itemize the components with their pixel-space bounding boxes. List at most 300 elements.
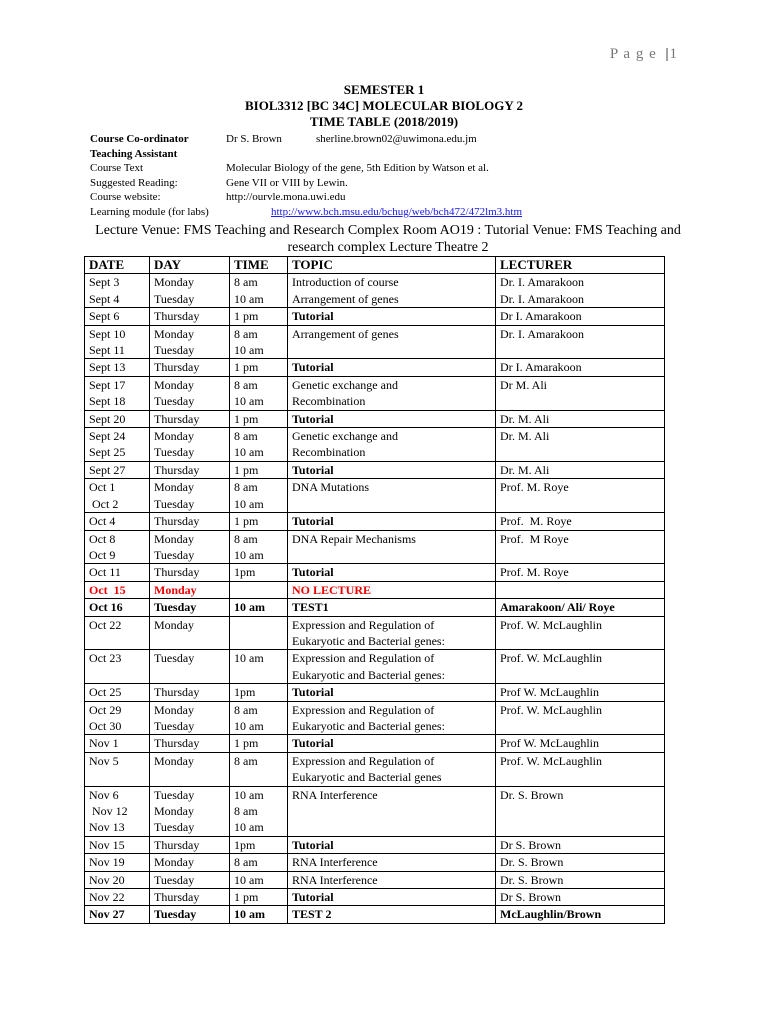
cell-line: Tuesday [154,600,197,615]
table-row [85,308,665,325]
cell-line: 10 am [234,872,264,887]
cell-line: 10 am [234,547,264,562]
cell-line: Dr. M. Ali [500,429,550,444]
cell-line: Oct 23 [89,651,122,666]
cell-date [85,752,150,786]
cell-line: Sept 20 [89,411,126,426]
cell-line: Prof. M. Roye [500,480,569,495]
cell-time [230,752,288,786]
cell-line: Amarakoon/ Ali/ Roye [500,600,615,615]
cell-day [150,786,230,836]
cell-topic [288,359,496,376]
cell-line: Eukaryotic and Bacterial genes: [292,633,445,648]
cell-line: Oct 9 [89,547,116,562]
cell-time [230,461,288,478]
cell-line: Nov 27 [89,907,125,922]
cell-line: Monday [154,429,194,444]
cell-line: Tuesday [154,907,197,922]
cell-date [85,684,150,701]
table-row [85,701,665,735]
cell-line: Monday [154,855,194,870]
cell-line: 8 am [234,753,258,768]
cell-time [230,854,288,871]
website-label: Course website: [90,191,161,203]
cell-time [230,616,288,650]
cell-lecturer [496,513,665,530]
cell-day [150,684,230,701]
cell-line: Monday [154,702,194,717]
coordinator-name: Dr S. Brown [226,133,282,145]
timetable [84,256,665,924]
cell-time [230,325,288,359]
cell-line: 10 am [234,651,264,666]
cell-topic [288,308,496,325]
cell-topic [288,701,496,735]
cell-time [230,786,288,836]
cell-topic [288,599,496,616]
cell-line: Monday [154,326,194,341]
cell-lecturer [496,701,665,735]
cell-line: 1 pm [234,309,259,324]
cell-line: Oct 4 [89,514,116,529]
cell-topic [288,530,496,564]
cell-line: Tuesday [154,394,195,409]
cell-line: Tutorial [292,360,334,375]
cell-line: DNA Repair Mechanisms [292,531,416,546]
cell-topic [288,479,496,513]
cell-day [150,479,230,513]
table-row [85,530,665,564]
cell-topic [288,410,496,427]
cell-date [85,479,150,513]
course-text-value: Molecular Biology of the gene, 5th Edition by Watson et al. [226,162,489,174]
cell-lecturer [496,325,665,359]
cell-line: Dr. S. Brown [500,872,564,887]
cell-date [85,906,150,923]
cell-lecturer [496,836,665,853]
cell-day [150,735,230,752]
page-number-value: 1 [669,46,678,62]
cell-line: 10 am [234,907,265,922]
cell-lecturer [496,854,665,871]
cell-line [234,617,283,633]
cell-line [234,582,283,598]
cell-line: Prof. M. Roye [500,514,572,529]
cell-time [230,513,288,530]
cell-line: Tuesday [154,872,195,887]
cell-topic [288,854,496,871]
course-text-label: Course Text [90,162,144,174]
cell-line: Thursday [154,565,200,580]
cell-lecturer [496,274,665,308]
cell-lecturer [496,530,665,564]
cell-line: Tuesday [154,651,195,666]
cell-line: DNA Mutations [292,480,370,495]
cell-line: Sept 13 [89,360,126,375]
cell-topic [288,461,496,478]
cell-line: Tuesday [154,496,195,511]
cell-lecturer [496,359,665,376]
cell-date [85,530,150,564]
cell-line: 10 am [234,291,264,306]
cell-line: Arrangement of genes [292,326,399,341]
cell-line: 10 am [234,445,264,460]
cell-line: Oct 16 [89,600,123,615]
cell-line: RNA Interference [292,855,378,870]
cell-line: 1 pm [234,890,259,905]
cell-date [85,564,150,581]
cell-line: Eukaryotic and Bacterial genes: [292,667,445,682]
cell-line: Dr. I. Amarakoon [500,275,584,290]
cell-line: 1pm [234,685,256,700]
cell-topic [288,428,496,462]
cell-line: Dr. I. Amarakoon [500,291,584,306]
cell-line: Tuesday [154,445,195,460]
cell-day [150,616,230,650]
cell-day [150,461,230,478]
cell-line: Tutorial [292,565,334,580]
cell-line: Sept 11 [89,343,125,358]
cell-line: Sept 18 [89,394,126,409]
cell-date [85,581,150,598]
col-header-time: TIME [230,257,288,274]
cell-line: 10 am [234,343,264,358]
cell-lecturer [496,461,665,478]
cell-line: 1 pm [234,514,259,529]
cell-line: Dr M. Ali [500,377,548,392]
cell-lecturer [496,376,665,410]
cell-line: Monday [154,275,194,290]
cell-line: 8 am [234,326,258,341]
cell-line: Oct 22 [89,617,122,632]
cell-line: Monday [154,582,197,597]
cell-date [85,461,150,478]
col-header-topic: TOPIC [288,257,496,274]
cell-line: 1 pm [234,411,259,426]
cell-line: Prof W. McLaughlin [500,736,599,751]
cell-topic [288,684,496,701]
table-row [85,274,665,308]
course-title: BIOL3312 [BC 34C] MOLECULAR BIOLOGY 2 [245,98,523,113]
cell-line: Nov 20 [89,872,125,887]
cell-line: Monday [154,617,194,632]
cell-line: Oct 11 [89,565,121,580]
cell-line: Expression and Regulation of [292,702,435,717]
cell-line: Recombination [292,445,366,460]
cell-line: 1 pm [234,462,259,477]
cell-line: Tuesday [154,820,195,835]
cell-time [230,906,288,923]
cell-line: Tutorial [292,890,334,905]
cell-topic [288,906,496,923]
cell-line: RNA Interference [292,872,378,887]
cell-line: 8 am [234,702,258,717]
cell-line: 10 am [234,787,264,802]
table-row [85,513,665,530]
cell-topic [288,786,496,836]
website-link[interactable]: http://ourvle.mona.uwi.edu [226,191,346,203]
cell-line: 8 am [234,377,258,392]
cell-topic [288,616,496,650]
cell-line: 8 am [234,531,258,546]
cell-time [230,564,288,581]
cell-line: Dr. I. Amarakoon [500,326,584,341]
cell-line: Tuesday [154,291,195,306]
page-label: P a g e [609,46,657,62]
cell-day [150,410,230,427]
cell-topic [288,836,496,853]
table-row [85,376,665,410]
cell-line: Genetic exchange and [292,429,398,444]
cell-time [230,599,288,616]
cell-time [230,308,288,325]
cell-line: Sept 17 [89,377,126,392]
table-row [85,461,665,478]
ta-label: Teaching Assistant [90,147,178,160]
cell-line: 10 am [234,718,264,733]
cell-line: Thursday [154,360,200,375]
table-row [85,410,665,427]
cell-topic [288,274,496,308]
cell-lecturer [496,871,665,888]
cell-date [85,836,150,853]
cell-line: 8 am [234,480,258,495]
cell-date [85,616,150,650]
cell-date [85,359,150,376]
cell-lecturer [496,616,665,650]
cell-day [150,650,230,684]
cell-line: Sept 3 [89,275,120,290]
cell-day [150,752,230,786]
cell-day [150,889,230,906]
cell-topic [288,564,496,581]
cell-line: Sept 4 [89,291,120,306]
table-row [85,836,665,853]
cell-line: Thursday [154,411,200,426]
cell-line: NO LECTURE [292,582,372,597]
cell-day [150,428,230,462]
cell-line: 1pm [234,565,256,580]
cell-day [150,564,230,581]
cell-lecturer [496,889,665,906]
cell-line: Tutorial [292,736,334,751]
table-row [85,616,665,650]
cell-time [230,701,288,735]
lab-label: Learning module (for labs) [90,205,209,218]
table-row [85,735,665,752]
cell-line: McLaughlin/Brown [500,907,602,922]
cell-line: Dr. M. Ali [500,462,550,477]
cell-line: Tutorial [292,685,334,700]
cell-line: Nov 13 [89,820,125,835]
cell-line: Eukaryotic and Bacterial genes [292,770,442,785]
table-row [85,599,665,616]
cell-lecturer [496,684,665,701]
cell-line: 8 am [234,804,258,818]
cell-line: Sept 24 [89,429,126,444]
table-row [85,906,665,923]
coordinator-email: sherline.brown02@uwimona.edu.jm [316,133,477,145]
cell-line: TEST1 [292,600,329,615]
cell-day [150,325,230,359]
reading-value: Gene VII or VIII by Lewin. [226,176,348,189]
cell-line: 1 pm [234,360,259,375]
col-header-day: DAY [150,257,230,274]
document-title-block [0,82,768,130]
cell-line: Tutorial [292,309,334,324]
cell-date [85,786,150,836]
cell-time [230,581,288,598]
cell-line: Thursday [154,462,200,477]
cell-line: Expression and Regulation of [292,753,435,768]
cell-line: Nov 19 [89,855,125,870]
cell-line: Thursday [154,736,200,751]
cell-date [85,325,150,359]
cell-day [150,376,230,410]
cell-date [85,599,150,616]
table-row [85,325,665,359]
cell-line: Thursday [154,837,200,852]
cell-line: Tuesday [154,547,195,562]
venue-text: Lecture Venue: FMS Teaching and Research Complex Room AO19 : Tutorial Venue: FMS Teaching and research complex Lecture Theatre 2 [95,223,681,255]
cell-day [150,359,230,376]
cell-date [85,513,150,530]
cell-line: Monday [154,480,194,495]
cell-line: Prof. W. McLaughlin [500,753,602,768]
cell-time [230,650,288,684]
cell-line: 10 am [234,496,264,511]
cell-date [85,274,150,308]
cell-date [85,854,150,871]
cell-day [150,854,230,871]
cell-lecturer [496,564,665,581]
cell-line: Nov 22 [89,890,125,905]
cell-line: Dr. S. Brown [500,787,564,802]
cell-line: Tutorial [292,837,334,852]
cell-lecturer [496,599,665,616]
cell-line: Thursday [154,514,200,529]
table-row [85,564,665,581]
cell-line: Tuesday [154,787,195,802]
cell-line: Tutorial [292,462,334,477]
cell-line: 10 am [234,394,264,409]
cell-date [85,428,150,462]
cell-line: Dr. S. Brown [500,855,564,870]
semester-title: SEMESTER 1 [343,82,425,97]
cell-time [230,376,288,410]
cell-lecturer [496,308,665,325]
cell-line: Sept 25 [89,445,126,460]
cell-time [230,359,288,376]
cell-line: Oct 8 [89,531,116,546]
cell-topic [288,325,496,359]
cell-line: Tuesday [154,343,195,358]
cell-day [150,871,230,888]
cell-day [150,308,230,325]
table-row [85,650,665,684]
cell-line: Prof. M. Roye [500,565,569,580]
page-number: P a g e |1 [609,46,678,62]
cell-line: Tutorial [292,411,334,426]
table-row [85,684,665,701]
cell-line: Recombination [292,394,366,409]
cell-date [85,376,150,410]
cell-day [150,906,230,923]
cell-date [85,650,150,684]
coordinator-label: Course Co-ordinator [90,133,189,145]
cell-time [230,735,288,752]
cell-line: RNA Interference [292,787,378,802]
cell-lecturer [496,650,665,684]
timetable-title: TIME TABLE (2018/2019) [309,114,459,129]
cell-line: Oct 25 [89,685,122,700]
table-row [85,359,665,376]
cell-topic [288,889,496,906]
cell-day [150,274,230,308]
cell-time [230,684,288,701]
cell-line: Monday [154,804,194,818]
cell-line: Dr. M. Ali [500,411,550,426]
reading-label: Suggested Reading: [90,176,178,189]
cell-line: Oct 15 [89,582,126,597]
cell-day [150,530,230,564]
cell-time [230,410,288,427]
cell-line: 8 am [234,855,258,870]
cell-line: Thursday [154,309,200,324]
cell-day [150,599,230,616]
cell-line: Dr I. Amarakoon [500,309,582,324]
cell-line: 1pm [234,837,256,852]
cell-line [500,582,660,598]
cell-lecturer [496,581,665,598]
cell-line: Oct 29 [89,702,122,717]
cell-line: Nov 5 [89,753,119,768]
cell-line: Dr I. Amarakoon [500,360,582,375]
table-row [85,479,665,513]
col-header-date: DATE [85,257,150,274]
cell-line: Nov 6 [89,787,119,802]
cell-line: Nov 15 [89,837,125,852]
table-row [85,752,665,786]
timetable-body [85,274,665,923]
table-row [85,428,665,462]
cell-day [150,836,230,853]
cell-topic [288,376,496,410]
cell-line: Genetic exchange and [292,377,398,392]
cell-time [230,836,288,853]
cell-line: Eukaryotic and Bacterial genes: [292,718,445,733]
cell-line: Thursday [154,890,200,905]
cell-time [230,530,288,564]
table-row [85,871,665,888]
col-header-lecturer: LECTURER [496,257,665,274]
cell-line: Expression and Regulation of [292,651,435,666]
cell-time [230,871,288,888]
table-header-row [85,257,665,274]
cell-day [150,513,230,530]
cell-topic [288,752,496,786]
cell-line: Prof. M Roye [500,531,569,546]
cell-line: Dr S. Brown [500,890,562,905]
cell-day [150,701,230,735]
cell-line: Oct 30 [89,718,122,733]
cell-line: Prof. W. McLaughlin [500,702,602,717]
cell-line: 10 am [234,600,265,615]
cell-line: Prof. W. McLaughlin [500,651,602,666]
cell-line: 8 am [234,429,258,444]
lab-module-link[interactable]: http://www.bch.msu.edu/bchug/web/bch472/472lm3.htm [271,205,523,218]
cell-lecturer [496,786,665,836]
